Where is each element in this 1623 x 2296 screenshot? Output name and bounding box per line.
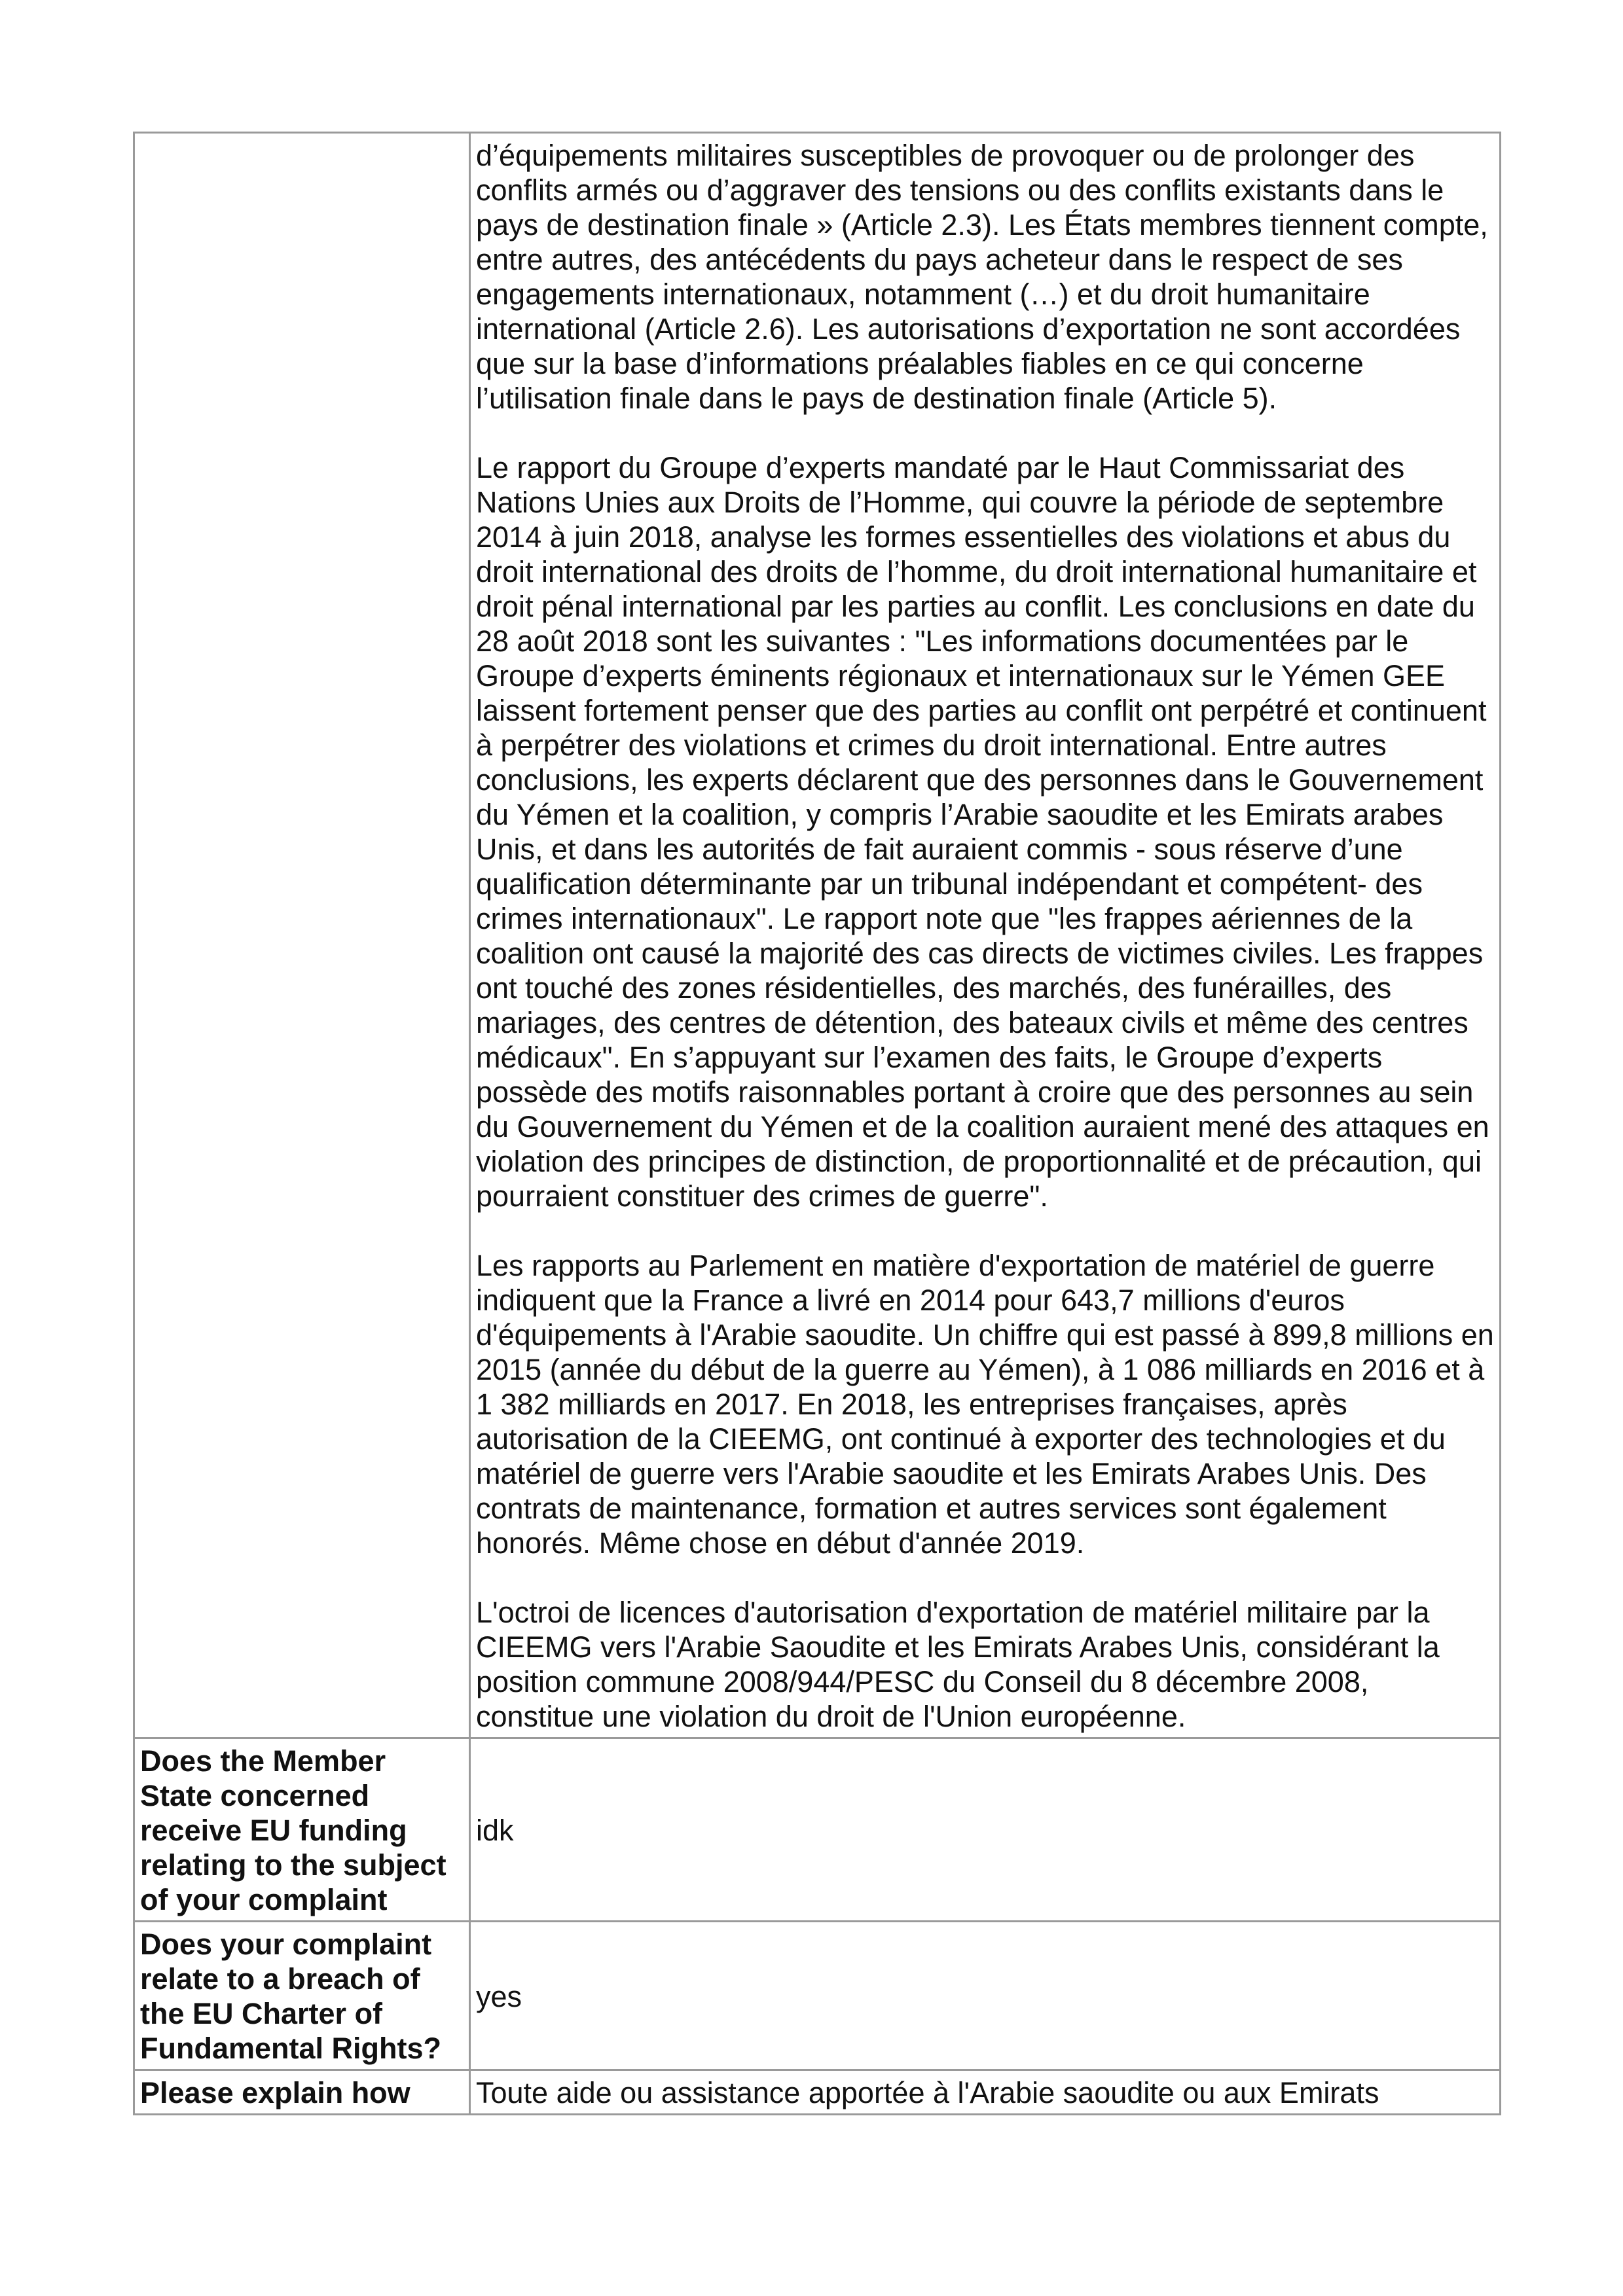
question-label-empty — [134, 133, 470, 1738]
answer-eu-funding: idk — [470, 1738, 1501, 1922]
answer-explain-how: Toute aide ou assistance apportée à l'Arabie saoudite ou aux Emirats — [470, 2070, 1501, 2115]
complaint-form-table — [133, 132, 1501, 2115]
question-charter-breach: Does your complaint relate to a breach of the EU Charter of Fundamental Rights? — [134, 1922, 470, 2070]
question-eu-funding: Does the Member State concerned receive EU funding relating to the subject of your complaint — [134, 1738, 470, 1922]
answer-paragraph: L'octroi de licences d'autorisation d'exportation de matériel militaire par la CIEEMG vers l'Arabie Saoudite et les Emirats Arabes Unis, considérant la position commune 2008/944/PESC du Conseil du 8 décembre 2008, constitue une violation du droit de l'Union européenne. — [476, 1596, 1440, 1733]
table-row — [134, 133, 1501, 1738]
answer-cell — [470, 133, 1501, 1738]
table-row — [134, 1922, 1501, 2070]
answer-charter-breach: yes — [470, 1922, 1501, 2070]
table-row — [134, 2070, 1501, 2115]
question-explain-how: Please explain how — [134, 2070, 470, 2115]
answer-paragraph: Le rapport du Groupe d’experts mandaté par le Haut Commissariat des Nations Unies aux Droits de l’Homme, qui couvre la période de septembre 2014 à juin 2018, analyse les formes essentielles des violations et abus du droit international des droits de l’homme, du droit international humanitaire et droit pénal international par les parties au conflit. Les conclusions en date du 28 août 2018 sont les suivantes : "Les informations documentées par le Groupe d’experts éminents régionaux et internationaux sur le Yémen GEE laissent fortement penser que des parties au conflit ont perpétré et continuent à perpétrer des violations et crimes du droit international. Entre autres conclusions, les experts déclarent que des personnes dans le Gouvernement du Yémen et la coalition, y compris l’Arabie saoudite et les Emirats arabes Unis, et dans les autorités de fait auraient commis - sous réserve d’une qualification déterminante par un tribunal indépendant et compétent- des crimes internationaux". Le rapport note que "les frappes aériennes de la coalition ont causé la majorité des cas directs de victimes civiles. Les frappes ont touché des zones résidentielles, des marchés, des funérailles, des mariages, des centres de détention, des bateaux civils et même des centres médicaux". En s’appuyant sur l’examen des faits, le Groupe d’experts possède des motifs raisonnables portant à croire que des personnes au sein du Gouvernement du Yémen et de la coalition auraient mené des attaques en violation des principes de distinction, de proportionnalité et de précaution, qui pourraient constituer des crimes de guerre". — [476, 451, 1489, 1213]
table-row — [134, 1738, 1501, 1922]
answer-paragraph: Les rapports au Parlement en matière d'exportation de matériel de guerre indiquent que la France a livré en 2014 pour 643,7 millions d'euros d'équipements à l'Arabie saoudite. Un chiffre qui est passé à 899,8 millions en 2015 (année du début de la guerre au Yémen), à 1 086 milliards en 2016 et à 1 382 milliards en 2017. En 2018, les entreprises françaises, après autorisation de la CIEEMG, ont continué à exporter des technologies et du matériel de guerre vers l'Arabie saoudite et les Emirats Arabes Unis. Des contrats de maintenance, formation et autres services sont également honorés. Même chose en début d'année 2019. — [476, 1249, 1494, 1560]
answer-paragraph: d’équipements militaires susceptibles de provoquer ou de prolonger des conflits armés ou d’aggraver des tensions ou des conflits existants dans le pays de destination finale » (Article 2.3). Les États membres tiennent compte, entre autres, des antécédents du pays acheteur dans le respect de ses engagements internationaux, notamment (…) et du droit humanitaire international (Article 2.6). Les autorisations d’exportation ne sont accordées que sur la base d’informations préalables fiables en ce qui concerne l’utilisation finale dans le pays de destination finale (Article 5). — [476, 139, 1488, 415]
